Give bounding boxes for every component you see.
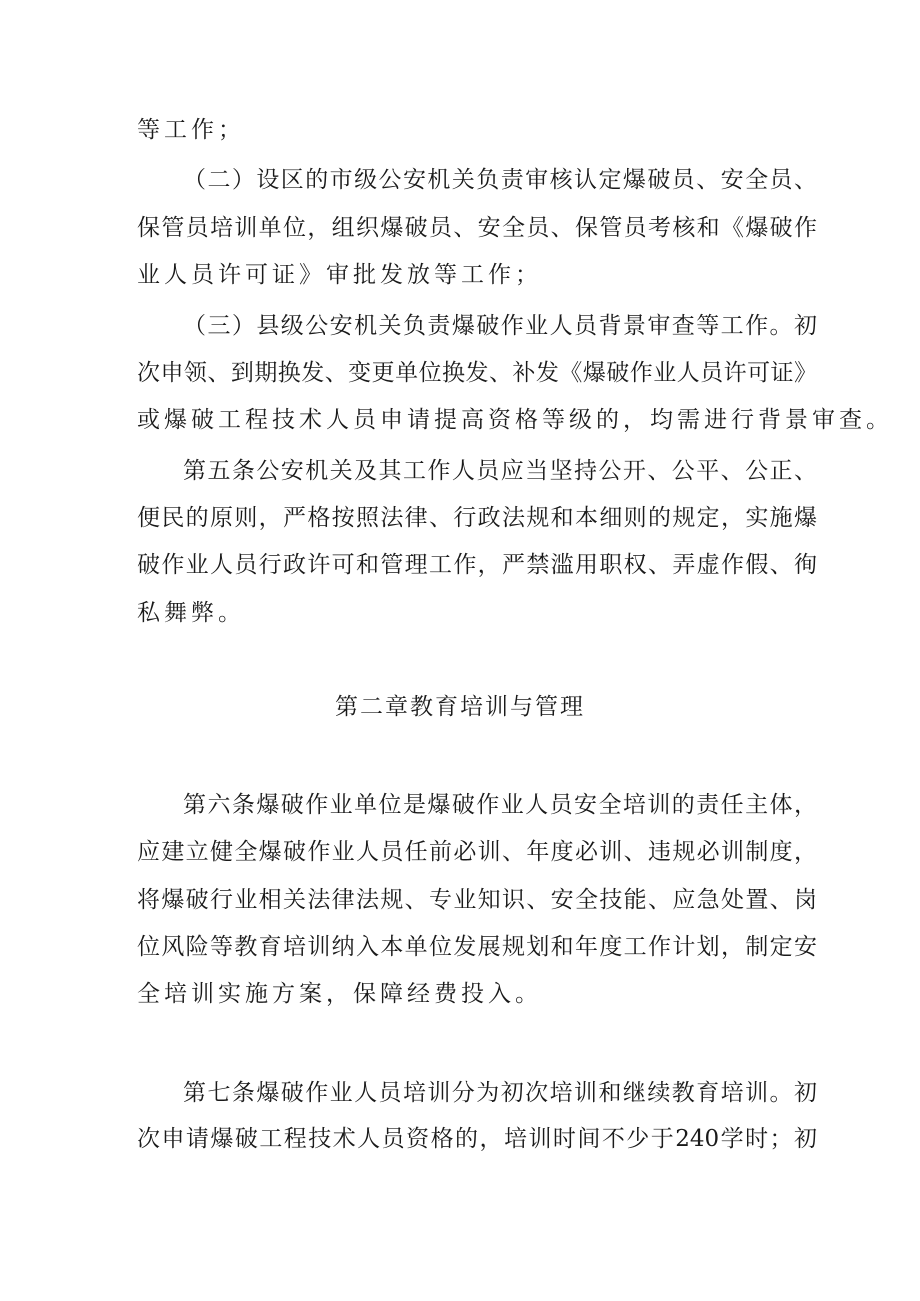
text-line: 第六条爆破作业单位是爆破作业人员安全培训的责任主体， [183,792,817,818]
text-line: 次申领、到期换发、变更单位换发、补发《爆破作业人员许可证》 [137,360,817,386]
text-line: 全培训实施方案，保障经费投入。 [137,981,542,1007]
text-line: 将爆破行业相关法律法规、专业知识、安全技能、应急处置、岗 [137,887,817,913]
text-line: 第七条爆破作业人员培训分为初次培训和继续教育培训。初 [183,1080,817,1106]
text-line: 保管员培训单位，组织爆破员、安全员、保管员考核和《爆破作 [137,215,817,241]
text-line: 应建立健全爆破作业人员任前必训、年度必训、违规必训制度， [137,839,817,865]
chapter-heading: 第二章教育培训与管理 [335,694,585,720]
text-line: 第五条公安机关及其工作人员应当坚持公开、公平、公正、 [183,458,817,484]
text-line: 业人员许可证》审批发放等工作； [137,262,542,288]
text-line: 或爆破工程技术人员申请提高资格等级的，均需进行背景审查。 [137,407,893,433]
text-line: 私舞弊。 [137,600,245,626]
text-line: 等工作； [137,117,245,143]
text-line: （二）设区的市级公安机关负责审核认定爆破员、安全员、 [183,167,817,193]
text-line: 次申请爆破工程技术人员资格的，培训时间不少于240学时；初 [137,1126,817,1152]
text-line: 破作业人员行政许可和管理工作，严禁滥用职权、弄虚作假、徇 [137,552,817,578]
text-line: 便民的原则，严格按照法律、行政法规和本细则的规定，实施爆 [137,505,817,531]
text-line: （三）县级公安机关负责爆破作业人员背景审查等工作。初 [183,313,817,339]
text-line: 位风险等教育培训纳入本单位发展规划和年度工作计划，制定安 [137,934,817,960]
